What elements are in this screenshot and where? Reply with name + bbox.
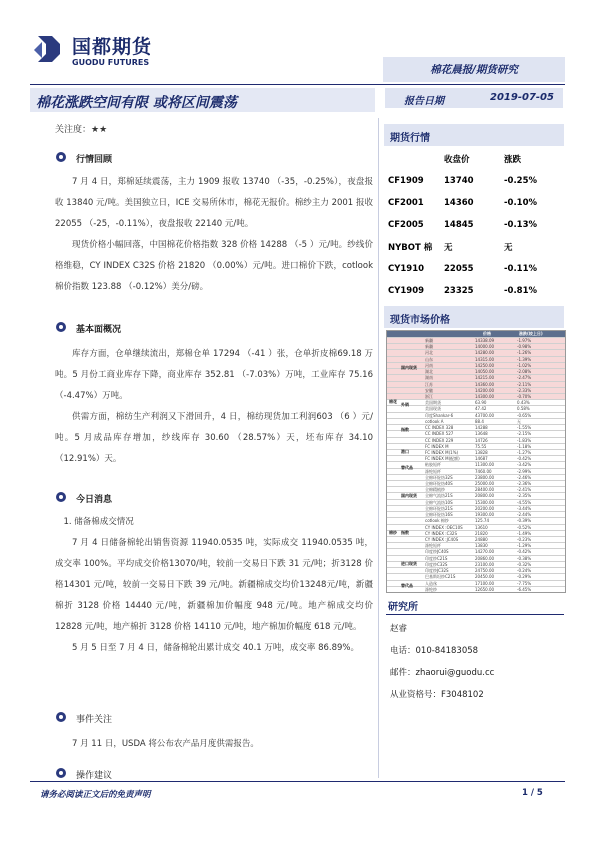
spot-price-cell: 14726 xyxy=(475,437,488,443)
analyst-email[interactable]: 邮件：zhaorui@guodu.cc xyxy=(390,668,495,678)
analyst-license: 从业资格号：F3048102 xyxy=(390,690,484,700)
spot-name-cell: 全棉环锭纺32S xyxy=(425,474,453,480)
spot-change-cell: -0.42% xyxy=(517,549,532,555)
spot-price-cell: 14050.00 xyxy=(475,369,495,375)
spot-price-cell: 23800.00 xyxy=(475,474,495,480)
spot-change-cell: -4.55% xyxy=(517,499,532,505)
spot-change-cell: -1.49% xyxy=(517,530,532,536)
date-label: 报告日期 xyxy=(404,96,444,107)
spot-change-cell: -2.15% xyxy=(517,431,532,437)
spot-change-cell: -1.83% xyxy=(517,437,532,443)
spot-name-cell: 河南 xyxy=(425,362,433,368)
spot-change-cell: -2.41% xyxy=(517,487,532,493)
change-cell: 无 xyxy=(504,243,513,253)
spot-change-cell: -1.26% xyxy=(517,350,532,356)
spot-price-cell: 14280.00 xyxy=(475,350,495,356)
spot-name-cell: 全棉环锭纺16S xyxy=(425,512,453,518)
bullet-icon xyxy=(56,152,66,162)
spot-name-cell: cotlook 棉纱 xyxy=(425,518,449,524)
section-title-news: 今日消息 xyxy=(76,495,113,505)
table-row xyxy=(388,236,563,258)
table-row xyxy=(388,214,563,236)
footer-divider xyxy=(30,781,565,782)
spot-name-cell: 全棉精梳纱 xyxy=(425,487,445,493)
spot-price-cell: 13828 xyxy=(475,449,488,455)
spot-name-cell: 湖南 xyxy=(425,375,433,381)
spot-name-cell: 全棉环锭纺21S xyxy=(425,505,453,511)
spot-name-cell: CC INDEX 229 xyxy=(425,437,454,443)
spot-price-cell: 23100.00 xyxy=(475,561,495,567)
spot-change-cell: -2.46% xyxy=(517,474,532,480)
spot-name-cell: 河北 xyxy=(425,350,433,356)
spot-price-cell: 13610 xyxy=(475,524,488,530)
spot-change-cell: -1.29% xyxy=(517,543,532,549)
change-cell: -0.25% xyxy=(504,176,538,186)
logo-mark-icon xyxy=(32,32,68,68)
spot-price-cell: 14288 xyxy=(475,425,488,431)
analyst-name: 赵睿 xyxy=(390,624,408,634)
spot-change-cell: -1.39% xyxy=(517,356,532,362)
news-paragraph: 5 月 5 日至 7 月 4 日，储备棉轮出累计成交 40.1 万吨，成交率 86.89%。 xyxy=(72,643,359,653)
table-row xyxy=(388,192,563,214)
report-title: 棉花涨跌空间有限 或将区间震荡 xyxy=(36,95,237,111)
news-body xyxy=(55,512,373,659)
spot-change-cell: -2.47% xyxy=(517,375,532,381)
spot-price-cell: 17100.00 xyxy=(475,580,495,586)
spot-name-cell: FC INDEX M(配额) xyxy=(425,456,460,462)
spot-price-cell: 14360.00 xyxy=(475,381,495,387)
spot-price-cell: 63.90 xyxy=(475,400,487,406)
futures-table xyxy=(388,148,563,324)
report-date: 2019-07-05 xyxy=(490,92,554,103)
price-cell: 23325 xyxy=(444,286,474,296)
spot-name-cell: CC INDEX 328 xyxy=(425,425,454,431)
spot-change-cell: -0.98% xyxy=(517,344,532,350)
spot-name-cell: 湖北 xyxy=(425,369,433,375)
spot-change-cell: -1.55% xyxy=(517,425,532,431)
spot-price-cell: 19300.00 xyxy=(475,512,495,518)
spot-name-cell: CY INDEX :JC40S xyxy=(425,537,459,543)
news-subtitle: 1. 储备棉成交情况 xyxy=(63,517,134,527)
table-header-row xyxy=(388,148,563,170)
logo-english: GUODU FUTURES xyxy=(72,58,150,67)
spot-price-cell: 24750.00 xyxy=(475,568,495,574)
spot-price-cell: 14315.00 xyxy=(475,356,495,362)
spot-header xyxy=(384,306,564,328)
header-cell: 涨跌 xyxy=(504,155,522,165)
change-cell: -0.13% xyxy=(504,220,538,230)
research-divider xyxy=(386,614,564,615)
spot-change-cell: 0.58% xyxy=(517,406,530,412)
spot-price-cell: 14250.00 xyxy=(475,362,495,368)
spot-price-cell: 12650.00 xyxy=(475,586,495,592)
spot-change-cell: -2.33% xyxy=(517,387,532,393)
spot-change-cell: -1.27% xyxy=(517,449,532,455)
spot-category-label: 进口现货 xyxy=(401,561,417,566)
spot-price-cell: 15300.00 xyxy=(475,499,495,505)
spot-name-cell: 全棉气流纺10S xyxy=(425,499,453,505)
spot-name-cell: cotlook A xyxy=(425,418,444,424)
spot-price-cell: 47.42 xyxy=(475,406,487,412)
spot-header-cell: 价格 xyxy=(483,331,491,336)
spot-category-label: 港口 xyxy=(401,449,409,455)
spot-name-cell: 印度纱C21S xyxy=(425,555,448,561)
spot-name-cell: 全棉气流纺21S xyxy=(425,493,453,499)
section-title-review: 行情回顾 xyxy=(76,155,113,165)
spot-change-cell: -1.02% xyxy=(517,362,532,368)
spot-change-cell: -2.36% xyxy=(517,481,532,487)
spot-price-cell: 13648 xyxy=(475,431,488,437)
spot-price-cell: 20800.00 xyxy=(475,493,495,499)
spot-name-cell: 涤纶短纤 xyxy=(425,468,441,474)
news-paragraph: 7 月 4 日储备棉轮出销售资源 11940.0535 吨，实际成交 11940.0535 吨，成交率 100%。平均成交价格13070/吨，较前一交易日下跌 31 元/吨；折3128 价格14301 元/吨，较前一交易日下跌 39 元/吨。新疆棉成交均价13248元/吨，新疆棉折 3128 价格 14440 元/吨，新疆棉加价幅度 948 元/吨。地产棉成交均价 12828 元/吨，地产棉折 3128 价格 14110 元/吨，地产棉加价幅度 618 元/吨。 xyxy=(55,538,373,632)
spot-category-label: 国内现货 xyxy=(401,365,417,371)
spot-change-cell: -2.44% xyxy=(517,512,532,518)
spot-name-cell: FC INDEX M(1%) xyxy=(425,449,459,455)
research-title: 研究所 xyxy=(388,602,418,613)
spot-change-cell: -0.39% xyxy=(517,518,532,524)
spot-change-cell: -6.45% xyxy=(517,586,532,592)
price-cell: 14360 xyxy=(444,198,474,208)
contract-cell: CF2005 xyxy=(388,220,424,230)
header-cell xyxy=(388,148,444,170)
spot-category-label: 指数 xyxy=(401,529,409,535)
change-cell: -0.81% xyxy=(504,286,538,296)
contract-cell: CF2001 xyxy=(388,198,424,208)
change-cell: -0.11% xyxy=(504,264,538,274)
spot-price-cell: 21820 xyxy=(475,530,488,536)
spot-price-cell: 20450.00 xyxy=(475,574,495,580)
analyst-phone: 电话：010-84183058 xyxy=(390,646,479,656)
spot-change-cell: -0.52% xyxy=(517,524,532,530)
change-cell: -0.10% xyxy=(504,198,538,208)
review-paragraph: 7 月 4 日，郑棉延续震荡，主力 1909 报收 13740 （-35，-0.25%），夜盘报收 13840 元/吨。美国独立日，ICE 交易所休市，棉花无报价。棉纱主力 2001 报收 22055 （-25，-0.11%），夜盘报收 22140 元/吨。 xyxy=(55,177,373,229)
price-cell: 13740 xyxy=(444,176,474,186)
event-body xyxy=(55,734,373,755)
spot-change-cell: 无 xyxy=(517,418,521,424)
spot-price-cell: 75.55 xyxy=(475,443,487,449)
contract-cell: NYBOT 棉 xyxy=(388,243,433,253)
review-body xyxy=(55,172,373,298)
price-cell: 22055 xyxy=(444,264,474,274)
section-title-event: 事件关注 xyxy=(76,715,113,725)
spot-category-label: 替代品 xyxy=(401,464,413,470)
review-paragraph: 现货价格小幅回落，中国棉花价格指数 328 价格 14288 （-5 ）元/吨。纱线价格维稳，CY INDEX C32S 价格 21820 （0.00%）元/吨。进口棉价下跌，cotlook 棉价指数 123.88 （-0.12%）美分/磅。 xyxy=(55,240,373,292)
section-title-fundamental: 基本面概况 xyxy=(76,325,122,335)
spot-name-cell: 美国期货 xyxy=(425,400,441,406)
spot-change-cell: -0.70% xyxy=(517,393,532,399)
spot-price-cell: 13830 xyxy=(475,543,488,549)
bullet-icon xyxy=(56,322,66,332)
spot-change-cell: -0.42% xyxy=(517,456,532,462)
spot-change-cell: -0.24% xyxy=(517,568,532,574)
disclaimer-note: 请务必阅读正文后的免责声明 xyxy=(40,790,151,800)
spot-name-cell: 美国现货 xyxy=(425,406,441,412)
spot-name-cell: 浙江 xyxy=(425,393,433,399)
spot-name-cell: 印度纱JC32S xyxy=(425,568,449,574)
fundamental-body xyxy=(55,344,373,470)
spot-category-label: 国内现货 xyxy=(401,492,417,498)
spot-name-cell: 印度纱C32S xyxy=(425,561,448,567)
spot-name-cell: 安徽 xyxy=(425,387,433,393)
spot-price-cell: 14215.00 xyxy=(475,375,495,381)
fundamental-paragraph: 供需方面，棉纺生产利润又下滑回升，4 日，棉纺现货加工利润603 （6 ）元/吨。5 月成品库存增加，纱线库存 30.60 （28.57%）天，坯布库存 34.10 （12.91%）天。 xyxy=(55,412,373,464)
spot-change-cell: -1.18% xyxy=(517,443,532,449)
spot-name-cell: CC INDEX 527 xyxy=(425,431,454,437)
spot-price-cell: 20860.00 xyxy=(475,555,495,561)
spot-name-cell: 山东 xyxy=(425,356,433,362)
table-row xyxy=(388,280,563,302)
spot-price-cell: 14270.00 xyxy=(475,549,495,555)
spot-name-cell: 新疆 xyxy=(425,344,433,350)
contract-cell: CF1909 xyxy=(388,176,424,186)
spot-change-cell: -2.99% xyxy=(517,468,532,474)
spot-category-label: 外销 xyxy=(401,402,409,408)
spot-change-cell: -0.23% xyxy=(517,537,532,543)
spot-name-cell: 涤纶纱 xyxy=(425,586,437,592)
spot-price-cell: 14338.09 xyxy=(475,338,495,343)
spot-change-cell: -0.29% xyxy=(517,574,532,580)
contract-cell: CY1910 xyxy=(388,264,425,274)
header-cell: 收盘价 xyxy=(444,155,470,165)
spot-price-cell: 11300.00 xyxy=(475,462,495,468)
spot-price-cell: 7460.00 xyxy=(475,468,492,474)
spot-name-cell: 印度Shankar-6 xyxy=(425,412,454,418)
spot-price-cell: 14000.00 xyxy=(475,344,495,350)
spot-category-label: 替代品 xyxy=(401,582,413,588)
spot-change-cell: -3.44% xyxy=(517,505,532,511)
spot-row xyxy=(387,586,565,592)
spot-name-cell: CY INDEX :C32S xyxy=(425,530,457,536)
spot-change-cell: -0.38% xyxy=(517,555,532,561)
fundamental-paragraph: 库存方面，仓单继续流出，郑棉仓单 17294 （-41 ）张，仓单折皮棉69.18 万吨。5 月份工商业库存下降，商业库存 352.81 （-7.03%）万吨，工业库存 75.16 （-4.47%）万吨。 xyxy=(55,349,373,401)
spot-change-cell: -0.65% xyxy=(517,412,532,418)
spot-change-cell: -3.42% xyxy=(517,462,532,468)
spot-category-label: 棉纱 xyxy=(389,529,397,535)
contract-cell: CY1909 xyxy=(388,286,425,296)
spot-name-cell: CY INDEX :OEC10S xyxy=(425,524,463,530)
category-tag: 棉花晨报/期货研究 xyxy=(430,64,518,76)
bullet-icon xyxy=(56,492,66,502)
spot-name-cell: FC INDEX M xyxy=(425,443,449,449)
spot-category-label: 棉花 xyxy=(389,399,397,405)
spot-price-cell: 88.4 xyxy=(475,418,484,424)
table-row xyxy=(388,170,563,192)
spot-title: 现货市场价格 xyxy=(390,315,450,326)
spot-name-cell: 江苏 xyxy=(425,381,433,387)
spot-name-cell: 涤纶短纤 xyxy=(425,543,441,549)
spot-name-cell: 全棉环锭纺40S xyxy=(425,481,453,487)
spot-name-cell: 巴基斯坦纱C21S xyxy=(425,574,456,580)
company-logo xyxy=(32,32,172,74)
logo-chinese: 国都期货 xyxy=(72,36,153,58)
spot-name-cell: 粘胶短纤 xyxy=(425,462,441,468)
spot-price-table xyxy=(386,330,566,593)
spot-price-cell: 14200.00 xyxy=(475,387,495,393)
spot-name-cell: 新疆 xyxy=(425,338,433,343)
spot-price-cell: 25000.00 xyxy=(475,481,495,487)
spot-change-cell: -0.32% xyxy=(517,561,532,567)
attention-level: 关注度：★★ xyxy=(55,125,108,135)
price-cell: 无 xyxy=(444,243,453,253)
price-cell: 14845 xyxy=(444,220,474,230)
futures-header xyxy=(384,124,564,146)
section-title-advice: 操作建议 xyxy=(76,771,113,781)
spot-change-cell: -1.97% xyxy=(517,338,532,343)
event-paragraph: 7 月 11 日，USDA 将公布农产品月度供需报告。 xyxy=(72,739,259,749)
spot-name-cell: 印度纱JC40S xyxy=(425,549,449,555)
table-row xyxy=(388,258,563,280)
spot-change-cell: -2.35% xyxy=(517,493,532,499)
spot-price-cell: 14300.00 xyxy=(475,393,495,399)
spot-price-cell: 24880 xyxy=(475,537,488,543)
spot-price-cell: 20200.00 xyxy=(475,505,495,511)
spot-price-cell: 28400.00 xyxy=(475,487,495,493)
bullet-icon xyxy=(56,712,66,722)
header-divider xyxy=(30,84,565,85)
column-divider xyxy=(378,118,379,778)
spot-change-cell: 0.43% xyxy=(517,400,530,406)
spot-price-cell: 14687 xyxy=(475,456,488,462)
spot-price-cell: 43700.00 xyxy=(475,412,495,418)
spot-header-cell: 涨跌(较上日) xyxy=(519,331,543,336)
spot-change-cell: -7.75% xyxy=(517,580,532,586)
spot-change-cell: -2.08% xyxy=(517,369,532,375)
spot-change-cell: -2.11% xyxy=(517,381,532,387)
spot-price-cell: 125.74 xyxy=(475,518,489,524)
spot-name-cell: 人造丝 xyxy=(425,580,437,586)
bullet-icon xyxy=(56,768,66,778)
spot-category-label: 指数 xyxy=(401,427,409,433)
page-number: 1 / 5 xyxy=(522,788,543,798)
futures-title: 期货行情 xyxy=(390,133,430,144)
